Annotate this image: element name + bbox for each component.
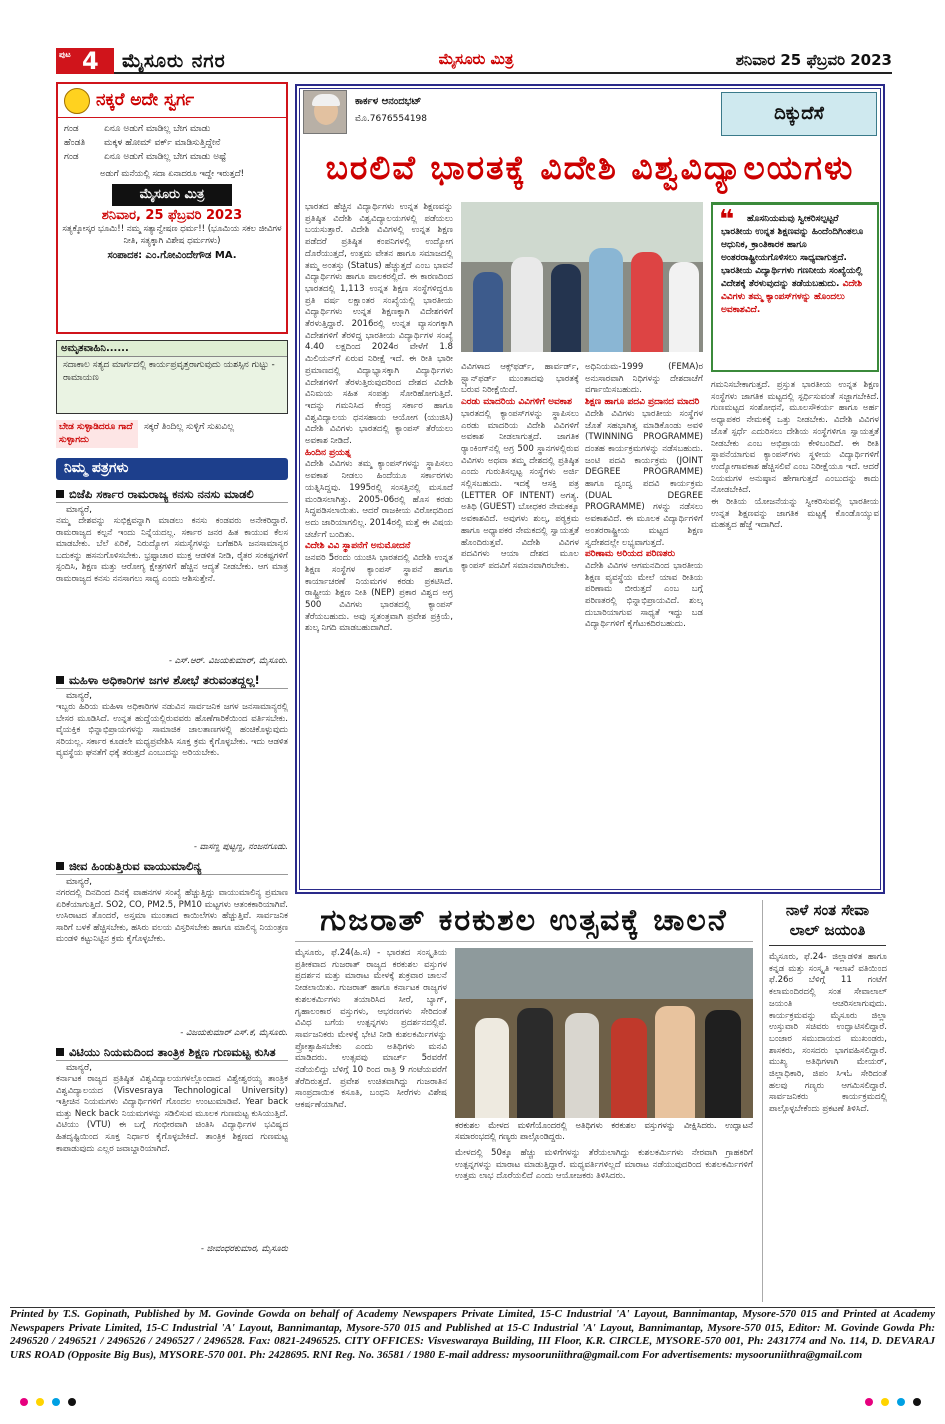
letter-item	[56, 486, 288, 666]
subheading: ಶಿಕ್ಷಣ ಹಾಗೂ ಪದವಿ ಪ್ರದಾನದ ಮಾದರಿ	[585, 397, 700, 408]
side-headline: ನಾಳೆ ಸಂತ ಸೇವಾ ಲಾಲ್ ಜಯಂತಿ	[769, 900, 886, 946]
article-column-3	[585, 362, 703, 892]
letter-item	[56, 858, 288, 1038]
author-name: ಕಾರ್ಕಳ ಆನಂದಭಟ್	[355, 96, 422, 107]
letter-salute: ಮಾನ್ಯರೆ,	[66, 1063, 92, 1073]
letter-body: ನಗರದಲ್ಲಿ ದಿನದಿಂದ ದಿನಕ್ಕೆ ವಾಹನಗಳ ಸಂಖ್ಯೆ ಹೆಚ್ಚುತ್ತಿದ್ದು ವಾಯುಮಾಲಿನ್ಯ ಪ್ರಮಾಣ ಏರಿಕೆಯಾಗುತ್ತಿದೆ. SO2, CO, PM2.5, PM10 ಮಟ್ಟಗಳು ಆತಂಕಕಾರಿಯಾಗಿವೆ. ಉಸಿರಾಟದ ತೊಂದರೆ, ಅಸ್ತಮಾ ಮುಂತಾದ ಕಾಯಿಲೆಗಳು ಹೆಚ್ಚುತ್ತಿವೆ. ಸಾರ್ವಜನಿಕ ಸಾರಿಗೆ ಬಳಕೆ ಹೆಚ್ಚಿಸಬೇಕು, ಹಸಿರು ವಲಯ ವಿಸ್ತರಿಸಬೇಕು ಹಾಗೂ ಮಾಲಿನ್ಯ ನಿಯಂತ್ರಣ ಮಂಡಳಿ ಕಟ್ಟುನಿಟ್ಟಿನ ಕ್ರಮ ಕೈಗೊಳ್ಳಬೇಕು.	[56, 888, 288, 945]
line-text: ಏನೂ ಅಡುಗೆ ಮಾಡಿಲ್ಲ ಬೇಗ ಮಾಡು ಅಷ್ಟೆ	[104, 152, 227, 162]
quote-lead: ಹೊಸನಿಯಮವು ಸ್ವೀಕರಿಸಲ್ಪಟ್ಟರೆ ಭಾರತೀಯ ಉನ್ನತ ಶಿಕ್ಷಣವನ್ನು ಹಿಂದೆಂದಿಗಿಂತಲೂ ಆಧುನಿಕ, ಕ್ರಾಂತಿಕಾರಕ ಹಾಗೂ ಅಂತರರಾಷ್ಟ್ರೀಯಗೊಳಿಸಲು ಸಾಧ್ಯವಾಗುತ್ತದೆ. ಭಾರತೀಯ ವಿದ್ಯಾರ್ಥಿಗಳು ಗಣನೀಯ ಸಂಖ್ಯೆಯಲ್ಲಿ ವಿದೇಶಕ್ಕೆ ತೆರಳುವುದನ್ನು ತಡೆಯಬಹುದು.	[721, 214, 864, 289]
yellow-dot	[36, 1398, 44, 1406]
column-name: ದಿಕ್ಕುದೆಸೆ	[721, 92, 877, 136]
letter-signature: - ವಿಜಯಕುಮಾರ್ ಎಸ್.ಕೆ, ಮೈಸೂರು.	[180, 1028, 288, 1038]
photo-caption: ಕರಕುಶಲ ಮೇಳದ ಮಳಿಗೆಯೊಂದರಲ್ಲಿ ಅತಿಥಿಗಳು ಕರಕುಶಲ ವಸ್ತುಗಳನ್ನು ವೀಕ್ಷಿಸಿದರು. ಉದ್ಘಾಟನೆ ಸಮಾರಂಭದಲ್ಲಿ ಗಣ್ಯರು ಪಾಲ್ಗೊಂಡಿದ್ದರು.	[455, 1120, 753, 1141]
joke-note: ಅಡುಗೆ ಮನೆಯಲ್ಲಿ ಸದಾ ಏನಾದರೂ ಇದ್ದೇ ಇರುತ್ತದೆ!	[100, 169, 244, 179]
letter-salute: ಮಾನ್ಯರೆ,	[66, 877, 92, 887]
letter-title-text: ವಿಟಿಯು ನಿಯಮದಿಂದ ತಾಂತ್ರಿಕ ಶಿಕ್ಷಣ ಗುಣಮಟ್ಟ ಕುಸಿತ	[69, 1045, 276, 1059]
gujarat-body	[295, 948, 753, 1298]
line-text: ಮಕ್ಕಳ ಹೋಮ್ ವರ್ಕ್ ಮಾಡಿಸುತ್ತಿದ್ದೇನೆ	[104, 138, 221, 148]
subheading: ಎರಡು ಮಾದರಿಯ ವಿವಿಗಳಿಗೆ ಅವಕಾಶ	[461, 397, 572, 408]
bullet-square-icon	[56, 862, 64, 870]
gujarat-text-continued: ಮೇಳದಲ್ಲಿ 50ಕ್ಕೂ ಹೆಚ್ಚು ಮಳಿಗೆಗಳನ್ನು ತೆರೆಯಲಾಗಿದ್ದು ಕುಶಲಕರ್ಮಿಗಳು ನೇರವಾಗಿ ಗ್ರಾಹಕರಿಗೆ ಉತ್ಪನ್ನಗಳನ್ನು ಮಾರಾಟ ಮಾಡುತ್ತಿದ್ದಾರೆ. ಮಧ್ಯವರ್ತಿಗಳಿಲ್ಲದೆ ಮಾರಾಟ ನಡೆಯುವುದರಿಂದ ಕುಶಲಕರ್ಮಿಗಳಿಗೆ ಉತ್ತಮ ಲಾಭ ದೊರೆಯಲಿದೆ ಎಂದು ಆಯೋಜಕರು ತಿಳಿಸಿದರು.	[455, 1148, 753, 1182]
letters-section-title: ನಿಮ್ಮ ಪತ್ರಗಳು	[56, 458, 288, 480]
body-text: ವಿದೇಶಿ ವಿವಿಗಳು ಭಾರತೀಯ ಸಂಸ್ಥೆಗಳ ಜೊತೆ ಸಹಭಾಗಿತ್ವ ಮಾಡಿಕೊಂಡು ಅವಳಿ (TWINNING PROGRAMME) ದಂತಹ ಕಾರ್ಯಕ್ರಮಗಳನ್ನು ನಡೆಸಬಹುದು. ಜಂಟಿ ಪದವಿ ಕಾರ್ಯಕ್ರಮ (JOINT DEGREE PROGRAMME) ಹಾಗೂ ದ್ವಂದ್ವ ಪದವಿ ಕಾರ್ಯಕ್ರಮ (DUAL DEGREE PROGRAMME) ಗಳನ್ನು ನಡೆಸಲು ಅವಕಾಶವಿದೆ. ಈ ಮೂಲಕ ವಿದ್ಯಾರ್ಥಿಗಳಿಗೆ ಅಂತರರಾಷ್ಟ್ರೀಯ ಮಟ್ಟದ ಶಿಕ್ಷಣ ಸ್ವದೇಶದಲ್ಲೇ ಲಭ್ಯವಾಗುತ್ತದೆ.	[585, 408, 703, 548]
editor-line: ಸಂಪಾದಕ: ಎಂ.ಗೋವಿಂದೇಗೌಡ MA.	[107, 250, 237, 261]
letter-title	[56, 672, 288, 689]
subheading: ಹಿಂದಿನ ಪ್ರಯತ್ನ	[305, 447, 351, 458]
letter-title-text: ಬಿಜೆಪಿ ಸರ್ಕಾರ ರಾಮರಾಜ್ಯ ಕನಸು ನನಸು ಮಾಡಲಿ	[69, 487, 254, 501]
magenta-dot	[20, 1398, 28, 1406]
students-photo	[461, 202, 703, 352]
body-text: ವಿವಿಗಳಾದ ಆಕ್ಸ್‌ಫರ್ಡ್, ಹಾರ್ವರ್ಡ್, ಸ್ಟ್ಯಾನ್‌ಫರ್ಡ್ ಮುಂತಾದವು ಭಾರತಕ್ಕೆ ಬರುವ ನಿರೀಕ್ಷೆಯಿದೆ.	[461, 362, 579, 396]
quote-mark-icon: ❝	[719, 205, 735, 235]
body-text: ಭಾರತದಲ್ಲಿ ಕ್ಯಾಂಪಸ್‌ಗಳನ್ನು ಸ್ಥಾಪಿಸಲು ಎರಡು ಮಾದರಿಯ ವಿದೇಶಿ ವಿವಿಗಳಿಗೆ ಅವಕಾಶ ನೀಡಲಾಗುತ್ತದೆ. ಜಾಗತಿಕ ರ‍್ಯಾಂಕಿಂಗ್‌ನಲ್ಲಿ ಅಗ್ರ 500 ಸ್ಥಾನಗಳಲ್ಲಿರುವ ವಿವಿಗಳು ಅಥವಾ ತಮ್ಮ ದೇಶದಲ್ಲಿ ಪ್ರತಿಷ್ಠಿತ ಎಂದು ಗುರುತಿಸಲ್ಪಟ್ಟ ಸಂಸ್ಥೆಗಳು ಅರ್ಜಿ ಸಲ್ಲಿಸಬಹುದು. ಇದಕ್ಕೆ ಆಸಕ್ತಿ ಪತ್ರ (LETTER OF INTENT) ಅಗತ್ಯ. ಅತಿಥಿ (GUEST) ಬೋಧಕರ ನೇಮಕಕ್ಕೂ ಅವಕಾಶವಿದೆ. ಅವುಗಳು ಶುಲ್ಕ, ಪಠ್ಯಕ್ರಮ ಹಾಗೂ ಅಧ್ಯಾಪಕರ ನೇಮಕದಲ್ಲಿ ಸ್ವಾಯತ್ತತೆ ಹೊಂದಿರುತ್ತವೆ. ವಿದೇಶಿ ವಿವಿಗಳ ಪದವಿಗಳು ಆಯಾ ದೇಶದ ಮೂಲ ಕ್ಯಾಂಪಸ್ ಪದವಿಗೆ ಸಮಾನವಾಗಿರಬೇಕು.	[461, 408, 579, 571]
gujarat-headline: ಗುಜರಾತ್ ಕರಕುಶಲ ಉತ್ಸವಕ್ಕೆ ಚಾಲನೆ	[295, 900, 753, 942]
joke-box	[56, 82, 288, 334]
page-label: ಪುಟ	[59, 50, 71, 59]
author-photo	[303, 90, 347, 134]
edition-date: ಶನಿವಾರ, 25 ಫೆಬ್ರವರಿ 2023	[101, 208, 243, 223]
black-dot	[913, 1398, 921, 1406]
bullet-square-icon	[56, 1048, 64, 1056]
joke-line	[64, 122, 280, 136]
letter-title-text: ಮಹಿಳಾ ಅಧಿಕಾರಿಗಳ ಜಗಳ ಶೋಭೆ ತರುವಂತದ್ದಲ್ಲ!	[69, 673, 260, 687]
author-mobile: ಮೊ.7676554198	[355, 114, 428, 124]
proverb-right: ಸಕ್ಕರೆ ತಿಂದಿಲ್ಲ ಸುಳ್ಳಿಗೆ ಸುಖವಿಲ್ಲ	[144, 422, 235, 432]
gujarat-article	[295, 900, 753, 1302]
section-title: ಮೈಸೂರು ನಗರ	[122, 50, 226, 72]
joke-title-bar	[58, 84, 286, 118]
quote-highlight: ವಿದೇಶಿ ವಿವಿಗಳು ತಮ್ಮ ಕ್ಯಾಂಪಸ್‌ಗಳನ್ನು ಹೊಂದಲು ಅವಕಾಶವಿದೆ.	[721, 279, 863, 315]
article-column-2	[461, 362, 579, 892]
paper-motto: ಸತ್ಯಕ್ಕೋಸ್ಕರ ಭೂಮಿ!! ನಮ್ಮ ಸತ್ಯಾನ್ವೇಷಣ ಧರ್ಮ!! (ಭೂಮಿಯ ಸಕಲ ಜೀವಿಗಳ ನೀತಿ, ಸತ್ಯಕ್ಕಾಗಿ ವಿಶೇಷ ಧರ್ಮಗಳು)	[62, 224, 282, 246]
letter-item	[56, 672, 288, 852]
joke-line	[64, 150, 280, 164]
event-photo	[455, 948, 753, 1118]
speaker: ಹೆಂಡತಿ	[64, 138, 86, 148]
letter-title-text: ಜೀವ ಹಿಂಡುತ್ತಿರುವ ವಾಯುಮಾಲಿನ್ಯ	[69, 859, 202, 873]
gujarat-text: ಮೈಸೂರು, ಫೆ.24(ಹಿ.ಸ) - ಭಾರತದ ಸಂಸ್ಕೃತಿಯ ಪ್ರತೀಕವಾದ ಗುಜರಾತ್ ರಾಜ್ಯದ ಕರಕುಶಲ ವಸ್ತುಗಳ ಪ್ರದರ್ಶನ ಮತ್ತು ಮಾರಾಟ ಮೇಳಕ್ಕೆ ಶುಕ್ರವಾರ ಚಾಲನೆ ನೀಡಲಾಯಿತು. ಗುಜರಾತ್ ಹಾಗೂ ಕರ್ನಾಟಕ ರಾಜ್ಯಗಳ ಕುಶಲಕರ್ಮಿಗಳು ತಯಾರಿಸಿದ ಸೀರೆ, ಬ್ಯಾಗ್, ಗೃಹಾಲಂಕಾರ ವಸ್ತುಗಳು, ಆಭರಣಗಳು ಸೇರಿದಂತೆ ವಿವಿಧ ಬಗೆಯ ಉತ್ಪನ್ನಗಳು ಪ್ರದರ್ಶನದಲ್ಲಿವೆ. ಸಾರ್ವಜನಿಕರು ಮೇಳಕ್ಕೆ ಭೇಟಿ ನೀಡಿ ಕುಶಲಕರ್ಮಿಗಳನ್ನು ಪ್ರೋತ್ಸಾಹಿಸಬೇಕು ಎಂದು ಅತಿಥಿಗಳು ಮನವಿ ಮಾಡಿದರು. ಉತ್ಸವವು ಮಾರ್ಚ್ 5ರವರೆಗೆ ನಡೆಯಲಿದ್ದು ಬೆಳಿಗ್ಗೆ 10 ರಿಂದ ರಾತ್ರಿ 9 ಗಂಟೆಯವರೆಗೆ ತೆರೆದಿರುತ್ತದೆ. ಪ್ರವೇಶ ಉಚಿತವಾಗಿದ್ದು ಗುಜರಾತಿನ ಸಾಂಪ್ರದಾಯಿಕ ಕಸೂತಿ, ಬಂಧನಿ ಸೀರೆಗಳು ವಿಶೇಷ ಆಕರ್ಷಣೆಯಾಗಿವೆ.	[295, 948, 447, 1111]
side-article	[762, 900, 886, 1302]
subheading: ವಿದೇಶಿ ವಿವಿ ಸ್ಥಾಪನೆಗೆ ಅನುಮೋದನೆ	[305, 541, 411, 552]
letter-title	[56, 858, 288, 875]
body-text: ಈ ರೀತಿಯ ಯೋಜನೆಯನ್ನು ಸ್ವೀಕರಿಸುವಲ್ಲಿ ಭಾರತೀಯ ಉನ್ನತ ಶಿಕ್ಷಣವನ್ನು ಜಾಗತಿಕ ಮಟ್ಟಕ್ಕೆ ಕೊಂಡೊಯ್ಯುವ ಮಹತ್ವದ ಹೆಜ್ಜೆ ಇದಾಗಿದೆ.	[711, 497, 879, 531]
masthead: ಮೈಸೂರು ಮಿತ್ರ	[438, 50, 514, 68]
side-text: ಮೈಸೂರು, ಫೆ.24- ಜಿಲ್ಲಾಡಳಿತ ಹಾಗೂ ಕನ್ನಡ ಮತ್ತು ಸಂಸ್ಕೃತಿ ಇಲಾಖೆ ವತಿಯಿಂದ ಫೆ.26ರ ಬೆಳಿಗ್ಗೆ 11 ಗಂಟೆಗೆ ಕಲಾಮಂದಿರದಲ್ಲಿ ಸಂತ ಸೇವಾಲಾಲ್ ಜಯಂತಿ ಆಚರಿಸಲಾಗುವುದು. ಕಾರ್ಯಕ್ರಮವನ್ನು ಮೈಸೂರು ಜಿಲ್ಲಾ ಉಸ್ತುವಾರಿ ಸಚಿವರು ಉದ್ಘಾಟಿಸಲಿದ್ದಾರೆ. ಬಂಜಾರ ಸಮುದಾಯದ ಮುಖಂಡರು, ಶಾಸಕರು, ಸಂಸದರು ಭಾಗವಹಿಸಲಿದ್ದಾರೆ. ಮುಖ್ಯ ಅತಿಥಿಗಳಾಗಿ ಮೇಯರ್, ಜಿಲ್ಲಾಧಿಕಾರಿ, ಜಿಪಂ ಸಿಇಓ ಸೇರಿದಂತೆ ಹಲವು ಗಣ್ಯರು ಆಗಮಿಸಲಿದ್ದಾರೆ. ಸಾರ್ವಜನಿಕರು ಕಾರ್ಯಕ್ರಮದಲ್ಲಿ ಪಾಲ್ಗೊಳ್ಳಬೇಕೆಂದು ಪ್ರಕಟಣೆ ತಿಳಿಸಿದೆ.	[769, 952, 887, 1115]
joke-line	[64, 136, 280, 150]
letter-title	[56, 1044, 288, 1061]
letter-item	[56, 1044, 288, 1254]
registration-marks	[10, 1398, 935, 1410]
body-text: ವಿದೇಶಿ ವಿವಿಗಳ ಆಗಮನದಿಂದ ಭಾರತೀಯ ಶಿಕ್ಷಣ ವ್ಯವಸ್ಥೆಯ ಮೇಲೆ ಯಾವ ರೀತಿಯ ಪರಿಣಾಮ ಬೀರುತ್ತದೆ ಎಂಬ ಬಗ್ಗೆ ಪರಿಣತರಲ್ಲಿ ಭಿನ್ನಾಭಿಪ್ರಾಯವಿದೆ. ಶುಲ್ಕ ದುಬಾರಿಯಾಗುವ ಸಾಧ್ಯತೆ ಇದ್ದು ಬಡ ವಿದ್ಯಾರ್ಥಿಗಳಿಗೆ ಕೈಗೆಟುಕದಿರಬಹುದು.	[585, 560, 703, 630]
body-text: ಜನವರಿ 5ರಂದು ಯುಜಿಸಿ ಭಾರತದಲ್ಲಿ ವಿದೇಶಿ ಉನ್ನತ ಶಿಕ್ಷಣ ಸಂಸ್ಥೆಗಳ ಕ್ಯಾಂಪಸ್ ಸ್ಥಾಪನೆ ಹಾಗೂ ಕಾರ್ಯಾಚರಣೆ ನಿಯಮಗಳ ಕರಡು ಪ್ರಕಟಿಸಿದೆ. ರಾಷ್ಟ್ರೀಯ ಶಿಕ್ಷಣ ನೀತಿ (NEP) ಪ್ರಕಾರ ವಿಶ್ವದ ಅಗ್ರ 500 ವಿವಿಗಳು ಭಾರತದಲ್ಲಿ ಕ್ಯಾಂಪಸ್ ತೆರೆಯಬಹುದು. ಅವು ಸ್ವತಂತ್ರವಾಗಿ ಪ್ರವೇಶ ಪ್ರಕ್ರಿಯೆ, ಶುಲ್ಕ ನಿಗದಿ ಮಾಡಬಹುದಾಗಿದೆ.	[305, 553, 453, 634]
joke-dialogue	[58, 118, 286, 168]
black-dot	[68, 1398, 76, 1406]
header-date: ಶನಿವಾರ 25 ಫೆಬ್ರವರಿ 2023	[735, 51, 892, 69]
article-headline: ಬರಲಿವೆ ಭಾರತಕ್ಕೆ ವಿದೇಶಿ ವಿಶ್ವವಿದ್ಯಾಲಯಗಳು	[325, 148, 855, 187]
article-column-4	[711, 380, 879, 892]
cyan-dot	[52, 1398, 60, 1406]
article-columns	[305, 202, 879, 892]
quote-of-day-box	[56, 340, 288, 414]
letter-signature: - ಜೀವಂಧರಕುಮಾರ, ಮೈಸೂರು	[200, 1244, 288, 1254]
left-column	[56, 82, 288, 1254]
yellow-dot	[881, 1398, 889, 1406]
body-text: ಗಮನಿಸಬೇಕಾಗುತ್ತದೆ. ಪ್ರಸ್ತುತ ಭಾರತೀಯ ಉನ್ನತ ಶಿಕ್ಷಣ ಸಂಸ್ಥೆಗಳು ಜಾಗತಿಕ ಮಟ್ಟದಲ್ಲಿ ಸ್ಪರ್ಧಿಸುವಂತೆ ಸಜ್ಜಾಗಬೇಕಿದೆ. ಗುಣಮಟ್ಟದ ಸಂಶೋಧನೆ, ಮೂಲಸೌಕರ್ಯ ಹಾಗೂ ಅರ್ಹ ಅಧ್ಯಾಪಕರ ನೇಮಕಕ್ಕೆ ಒತ್ತು ನೀಡಬೇಕು. ವಿದೇಶಿ ವಿವಿಗಳ ಜೊತೆ ಸ್ಪರ್ಧೆ ಎದುರಿಸಲು ದೇಶಿಯ ಸಂಸ್ಥೆಗಳಿಗೂ ಸ್ವಾಯತ್ತತೆ ನೀಡಬೇಕು ಎಂಬ ಅಭಿಪ್ರಾಯ ಕೇಳಿಬಂದಿದೆ. ಈ ರೀತಿ ಸ್ಥಾಪನೆಯಾಗುವ ಕ್ಯಾಂಪಸ್‌ಗಳು ಸ್ಥಳೀಯ ವಿದ್ಯಾರ್ಥಿಗಳಿಗೆ ಉದ್ಯೋಗಾವಕಾಶ ಹೆಚ್ಚಿಸಲಿವೆ ಎಂಬ ನಿರೀಕ್ಷೆಯೂ ಇದೆ. ಆದರೆ ನಿಯಮಗಳ ಅನುಷ್ಠಾನ ಹೇಗಾಗುತ್ತದೆ ಎಂಬುದನ್ನು ಕಾದು ನೋಡಬೇಕಿದೆ.	[711, 380, 879, 496]
imprint-footer: Printed by T.S. Gopinath, Published by M. Govinde Gowda on behalf of Academy Newspapers Private Limited, 15-C Industrial 'A' Layout, Bannimantap, Mysore-570 015 and Printed at Academy Newspapers Private Limited, 15-C Industrial 'A' Layout, Bannimantap, Mysore-570 015 and Published at 15-C Industrial 'A' Layout, Bannimantap, Mysore-570 015, Editor: M. Govinde Gowda Ph: 2496520 / 2496521 / 2496526 / 2496527 / 2496528. Fax: 0821-2496525. CITY OFFICES: Visveswaraya Building, III Floor, K.R. CIRCLE, MYSORE-570 001, Ph: 2431774 and No. 114, D. DEVARAJ URS ROAD (Opposite Big Bus), MYSORE-570 001. Ph: 2428695. RNI Reg. No. 36581 / 1980 E-mail address: mysooruniithra@gmail.com For advertisements: mysooruniithra@gmail.com	[10, 1307, 935, 1389]
quote-of-day-text: ಸದಾಕಾಲ ಸತ್ಯದ ಮಾರ್ಗದಲ್ಲಿ ಕಾರ್ಯಪ್ರವೃತ್ತರಾಗುವುದು ಯಶಸ್ಸಿನ ಗುಟ್ಟು - ರಾಮಾಯಣ	[63, 360, 275, 383]
main-article	[295, 84, 885, 894]
pull-quote-text	[721, 213, 869, 317]
quote-of-day-title: ಅಮೃತವಾಹಿನಿ......	[57, 341, 287, 357]
laughing-face-icon	[64, 88, 90, 114]
letter-signature: - ಎಸ್.ಆರ್. ವಿಜಯಕುಮಾರ್, ಮೈಸೂರು.	[168, 656, 288, 666]
letter-body: ಇಬ್ಬರು ಹಿರಿಯ ಮಹಿಳಾ ಅಧಿಕಾರಿಗಳ ನಡುವಿನ ಸಾರ್ವಜನಿಕ ಜಗಳ ಜನಸಾಮಾನ್ಯರಲ್ಲಿ ಬೇಸರ ಮೂಡಿಸಿದೆ. ಉನ್ನತ ಹುದ್ದೆಯಲ್ಲಿರುವವರು ಹೊಣೆಗಾರಿಕೆಯಿಂದ ವರ್ತಿಸಬೇಕು. ವೈಯಕ್ತಿಕ ಭಿನ್ನಾಭಿಪ್ರಾಯಗಳನ್ನು ಸಾಮಾಜಿಕ ಜಾಲತಾಣಗಳಲ್ಲಿ ಹಂಚಿಕೊಳ್ಳುವುದು ಸರಿಯಲ್ಲ. ಸರ್ಕಾರ ಕೂಡಲೇ ಮಧ್ಯಪ್ರವೇಶಿಸಿ ಸೂಕ್ತ ಕ್ರಮ ಕೈಗೊಳ್ಳಬೇಕು. ಇದು ಆಡಳಿತ ವ್ಯವಸ್ಥೆಯ ಘನತೆಗೆ ಧಕ್ಕೆ ತರುತ್ತದೆ ಎಂಬುದನ್ನು ಅರಿಯಬೇಕು.	[56, 702, 288, 759]
magenta-dot	[865, 1398, 873, 1406]
letter-salute: ಮಾನ್ಯರೆ,	[66, 691, 92, 701]
body-text: ಭಾರತದ ಹೆಚ್ಚಿನ ವಿದ್ಯಾರ್ಥಿಗಳು ಉನ್ನತ ಶಿಕ್ಷಣವನ್ನು ಪ್ರತಿಷ್ಠಿತ ವಿದೇಶಿ ವಿಶ್ವವಿದ್ಯಾಲಯಗಳಲ್ಲಿ ಪಡೆಯಲು ಬಯಸುತ್ತಾರೆ. ವಿದೇಶಿ ವಿವಿಗಳಲ್ಲಿ ಉನ್ನತ ಶಿಕ್ಷಣ ಪಡೆದರೆ ಪ್ರತಿಷ್ಠಿತ ಕಂಪನಿಗಳಲ್ಲಿ ಉದ್ಯೋಗ ದೊರೆಯುತ್ತದೆ, ಉತ್ತಮ ವೇತನ ಹಾಗೂ ಸಮಾಜದಲ್ಲಿ ತಮ್ಮ ಅಂತಸ್ತು (Status) ಹೆಚ್ಚುತ್ತದೆ ಎಂಬ ಭಾವನೆ ವಿದ್ಯಾರ್ಥಿಗಳು ಹಾಗೂ ಪಾಲಕರಲ್ಲಿದೆ. ಈ ಕಾರಣದಿಂದ ಭಾರತದಲ್ಲಿ 1,113 ಉನ್ನತ ಶಿಕ್ಷಣ ಸಂಸ್ಥೆಗಳಿದ್ದರೂ ಪ್ರತಿ ವರ್ಷ ಲಕ್ಷಾಂತರ ಸಂಖ್ಯೆಯಲ್ಲಿ ಭಾರತೀಯ ವಿದ್ಯಾರ್ಥಿಗಳು ಉನ್ನತ ಶಿಕ್ಷಣಕ್ಕಾಗಿ ವಿದೇಶಗಳಿಗೆ ತೆರಳುತ್ತಿದ್ದಾರೆ. 2016ರಲ್ಲಿ ಉನ್ನತ ವ್ಯಾಸಂಗಕ್ಕಾಗಿ ವಿದೇಶಗಳಿಗೆ ತೆರಳಿದ್ದ ಭಾರತೀಯ ವಿದ್ಯಾರ್ಥಿಗಳ ಸಂಖ್ಯೆ 4.40 ಲಕ್ಷದಿಂದ 2024ರ ವೇಳೆಗೆ 1.8 ಮಿಲಿಯನ್‌ಗೆ ಏರುವ ನಿರೀಕ್ಷೆ ಇದೆ. ಈ ರೀತಿ ಭಾರೀ ಪ್ರಮಾಣದಲ್ಲಿ ವಿದ್ಯಾಭ್ಯಾಸಕ್ಕಾಗಿ ವಿದ್ಯಾರ್ಥಿಗಳು ವಿದೇಶಗಳಿಗೆ ತೆರಳುತ್ತಿರುವುದರಿಂದ ದೇಶದ ವಿದೇಶಿ ವಿನಿಮಯ ಸಹಿತ ಸಂಪತ್ತು ಸೋರಿಹೋಗುತ್ತಿದೆ. ಇದನ್ನು ಗಮನಿಸಿದ ಕೇಂದ್ರ ಸರ್ಕಾರ ಹಾಗೂ ವಿಶ್ವವಿದ್ಯಾಲಯ ಧನಸಹಾಯ ಆಯೋಗ (ಯುಜಿಸಿ) ವಿದೇಶಿ ವಿವಿಗಳು ಭಾರತದಲ್ಲಿ ಕ್ಯಾಂಪಸ್ ತೆರೆಯಲು ಅವಕಾಶ ನೀಡಿದೆ.	[305, 202, 453, 447]
letter-body: ಕರ್ನಾಟಕ ರಾಜ್ಯದ ಪ್ರತಿಷ್ಠಿತ ವಿಶ್ವವಿದ್ಯಾಲಯಗಳಲ್ಲೊಂದಾದ ವಿಶ್ವೇಶ್ವರಯ್ಯ ತಾಂತ್ರಿಕ ವಿಶ್ವವಿದ್ಯಾಲಯದ (Visvesraya Technological University) ಇತ್ತೀಚಿನ ನಿಯಮಗಳು ವಿದ್ಯಾರ್ಥಿಗಳಿಗೆ ಗೊಂದಲ ಉಂಟುಮಾಡಿವೆ. Year back ಮತ್ತು Neck back ನಿಯಮಗಳನ್ನು ಸಡಿಲಿಸುವ ಮೂಲಕ ಗುಣಮಟ್ಟ ಕುಸಿಯುತ್ತಿದೆ. ವಿಟಿಯು (VTU) ಈ ಬಗ್ಗೆ ಗಂಭೀರವಾಗಿ ಚಿಂತಿಸಿ ವಿದ್ಯಾರ್ಥಿಗಳ ಭವಿಷ್ಯದ ಹಿತದೃಷ್ಟಿಯಿಂದ ಸೂಕ್ತ ನಿರ್ಧಾರ ಕೈಗೊಳ್ಳಬೇಕಿದೆ. ತಾಂತ್ರಿಕ ಶಿಕ್ಷಣದ ಗುಣಮಟ್ಟ ಕಾಪಾಡುವುದು ಎಲ್ಲರ ಜವಾಬ್ದಾರಿಯಾಗಿದೆ.	[56, 1074, 288, 1154]
speaker: ಗಂಡ	[64, 152, 79, 162]
proverb-left: ಬೇಡ ಸುಳ್ಳಾಡಿದರೂ ಗಾದೆ ಸುಳ್ಳಾಗದು	[56, 420, 138, 448]
line-text: ಏನೂ ಅಡುಗೆ ಮಾಡಿಲ್ಲ ಬೇಗ ಮಾಡು	[104, 124, 211, 134]
author-byline	[303, 90, 453, 134]
page-header	[56, 48, 892, 74]
letter-salute: ಮಾನ್ಯರೆ,	[66, 505, 92, 515]
mini-masthead: ಮೈಸೂರು ಮಿತ್ರ	[112, 184, 232, 206]
proverb-box	[56, 420, 288, 448]
subheading: ಪರಿಣಾಮ ಅರಿಯದ ಪರಿಣತರು	[585, 549, 676, 560]
body-text: ವಿದೇಶಿ ವಿವಿಗಳು ತಮ್ಮ ಕ್ಯಾಂಪಸ್‌ಗಳನ್ನು ಸ್ಥಾಪಿಸಲು ಅವಕಾಶ ನೀಡಲು ಹಿಂದೆಯೂ ಸರ್ಕಾರಗಳು ಯತ್ನಿಸಿದ್ದವು. 1995ರಲ್ಲಿ ಸಂಸತ್ತಿನಲ್ಲಿ ಮಸೂದೆ ಮಂಡಿಸಲಾಗಿತ್ತು. 2005-06ರಲ್ಲಿ ಹೊಸ ಕರಡು ಸಿದ್ಧಪಡಿಸಲಾಯಿತು. ಆದರೆ ರಾಜಕೀಯ ವಿರೋಧದಿಂದ ಅದು ಜಾರಿಯಾಗಲಿಲ್ಲ. 2014ರಲ್ಲಿ ಮತ್ತೆ ಈ ವಿಷಯ ಚರ್ಚೆಗೆ ಬಂದಿತು.	[305, 459, 453, 540]
joke-title: ನಕ್ಕರೆ ಅದೇ ಸ್ವರ್ಗ	[96, 90, 195, 110]
page-number-tag	[56, 48, 114, 74]
bullet-square-icon	[56, 676, 64, 684]
bullet-square-icon	[56, 490, 64, 498]
letter-signature: - ವಾಸಣ್ಣ ಪುಟ್ಟಣ್ಣ, ನಂಜನಗೂಡು.	[193, 842, 288, 852]
page-number: 4	[82, 47, 99, 75]
cyan-dot	[897, 1398, 905, 1406]
body-text: ಅಧಿನಿಯಮ-1999 (FEMA)ರ ಅನುಸಾರವಾಗಿ ನಿಧಿಗಳನ್ನು ದೇಶದಾಚೆಗೆ ವರ್ಗಾಯಿಸಬಹುದು.	[585, 362, 703, 396]
letter-title	[56, 486, 288, 503]
article-column-1	[305, 202, 453, 892]
pull-quote	[711, 202, 879, 372]
letter-body: ನಮ್ಮ ದೇಶವನ್ನು ಸುಭಿಕ್ಷವನ್ನಾಗಿ ಮಾಡಲು ಕನಸು ಕಂಡವರು ಅನೇಕರಿದ್ದಾರೆ. ರಾಮರಾಜ್ಯದ ಕಲ್ಪನೆ ಇಂದು ನಿನ್ನೆಯದಲ್ಲ. ಸರ್ಕಾರ ಜನರ ಹಿತ ಕಾಯುವ ಕೆಲಸ ಮಾಡಬೇಕು. ಬೆಲೆ ಏರಿಕೆ, ನಿರುದ್ಯೋಗ ಸಮಸ್ಯೆಗಳನ್ನು ಬಗೆಹರಿಸಿ ಜನಸಾಮಾನ್ಯರ ಬದುಕನ್ನು ಹಸನುಗೊಳಿಸಬೇಕು. ಭ್ರಷ್ಟಾಚಾರ ಮುಕ್ತ ಆಡಳಿತ ನೀಡಿ, ರೈತರ ಸಂಕಷ್ಟಗಳಿಗೆ ಸ್ಪಂದಿಸಿ, ಶಿಕ್ಷಣ ಮತ್ತು ಆರೋಗ್ಯ ಕ್ಷೇತ್ರಗಳಿಗೆ ಹೆಚ್ಚಿನ ಆದ್ಯತೆ ನೀಡಬೇಕು. ಆಗ ಮಾತ್ರ ರಾಮರಾಜ್ಯದ ಕನಸು ನನಸಾಗಲು ಸಾಧ್ಯ ಎಂದು ಆಶಿಸುತ್ತೇನೆ.	[56, 516, 288, 584]
speaker: ಗಂಡ	[64, 124, 79, 134]
